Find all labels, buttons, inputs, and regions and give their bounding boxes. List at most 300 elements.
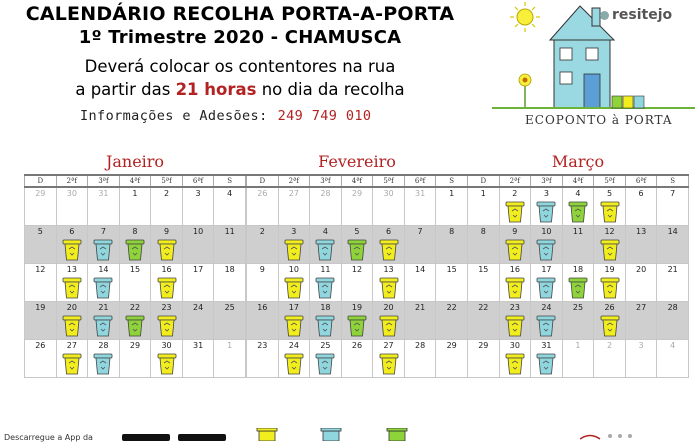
day-number: 29 bbox=[129, 341, 141, 350]
sun-icon bbox=[510, 2, 540, 32]
weekday-header: 5ªf bbox=[373, 175, 405, 187]
notice-highlight: 21 horas bbox=[175, 80, 257, 99]
day-number: 29 bbox=[351, 189, 363, 198]
week-row bbox=[247, 187, 468, 226]
notice-line-2 bbox=[0, 80, 480, 99]
weekday-header: 5ªf bbox=[151, 175, 183, 187]
week-row bbox=[25, 302, 246, 340]
day-cell bbox=[182, 340, 214, 378]
weekday-header: 4ªf bbox=[341, 175, 373, 187]
weekday-header: 6ªf bbox=[404, 175, 436, 187]
day-cell bbox=[56, 226, 88, 264]
day-cell bbox=[25, 264, 57, 302]
day-cell bbox=[310, 187, 342, 226]
day-cell bbox=[214, 340, 246, 378]
day-number: 18 bbox=[572, 265, 584, 274]
day-number: 28 bbox=[667, 303, 678, 312]
day-number: 15 bbox=[446, 265, 457, 274]
blue-bin-icon bbox=[93, 276, 113, 299]
yellow-bin-icon bbox=[62, 276, 82, 299]
yellow-bin-icon bbox=[600, 276, 620, 299]
day-number: 28 bbox=[98, 341, 109, 350]
legend-blue-bin-icon bbox=[320, 428, 342, 441]
weekday-header: 2ªf bbox=[499, 175, 531, 187]
day-number: 8 bbox=[449, 227, 455, 236]
day-number: 2 bbox=[512, 189, 518, 198]
day-cell bbox=[657, 226, 689, 264]
day-number: 2 bbox=[259, 227, 265, 236]
day-cell bbox=[562, 302, 594, 340]
day-number: 31 bbox=[541, 341, 552, 350]
day-cell bbox=[88, 302, 120, 340]
day-number: 19 bbox=[35, 303, 46, 312]
blue-bin-icon bbox=[536, 314, 556, 337]
day-number: 11 bbox=[224, 227, 235, 236]
day-number: 3 bbox=[638, 341, 644, 350]
day-number: 27 bbox=[383, 341, 394, 350]
day-cell bbox=[310, 302, 342, 340]
day-cell bbox=[373, 340, 405, 378]
calendar-title: CALENDÁRIO RECOLHA PORTA-A-PORTA bbox=[25, 3, 455, 25]
day-cell bbox=[247, 302, 279, 340]
month-title: Fevereiro bbox=[318, 152, 396, 171]
blue-bin-icon bbox=[536, 238, 556, 261]
day-number: 21 bbox=[415, 303, 426, 312]
footer-download-text: Descarregue a App da bbox=[4, 433, 93, 442]
day-cell bbox=[436, 302, 468, 340]
day-number: 6 bbox=[385, 227, 392, 236]
day-cell bbox=[182, 226, 214, 264]
day-cell bbox=[182, 187, 214, 226]
day-cell bbox=[119, 187, 151, 226]
day-number: 24 bbox=[193, 303, 204, 312]
yellow-bin-icon bbox=[600, 200, 620, 223]
yellow-bin-icon bbox=[379, 276, 399, 299]
day-number: 17 bbox=[288, 303, 299, 312]
day-number: 3 bbox=[195, 189, 201, 198]
week-row bbox=[247, 226, 468, 264]
day-number: 23 bbox=[509, 303, 520, 312]
day-number: 31 bbox=[193, 341, 204, 350]
day-cell bbox=[625, 340, 657, 378]
app-store-badge[interactable] bbox=[122, 434, 170, 441]
week-row bbox=[247, 340, 468, 378]
green-bin-icon bbox=[125, 238, 145, 261]
day-cell bbox=[625, 264, 657, 302]
day-number: 8 bbox=[132, 227, 138, 236]
day-cell bbox=[404, 187, 436, 226]
day-cell bbox=[562, 340, 594, 378]
yellow-bin-icon bbox=[157, 352, 177, 375]
day-number: 14 bbox=[667, 227, 678, 236]
green-bin-icon bbox=[347, 238, 367, 261]
day-number: 25 bbox=[320, 341, 331, 350]
day-cell bbox=[119, 302, 151, 340]
day-cell bbox=[436, 187, 468, 226]
day-number: 23 bbox=[161, 303, 172, 312]
day-cell bbox=[278, 187, 310, 226]
yellow-bin-icon bbox=[600, 238, 620, 261]
day-number: 26 bbox=[604, 303, 615, 312]
day-cell bbox=[88, 226, 120, 264]
week-row bbox=[468, 302, 689, 340]
day-number: 6 bbox=[69, 227, 75, 236]
day-cell bbox=[25, 340, 57, 378]
yellow-bin-icon bbox=[505, 200, 525, 223]
yellow-bin-icon bbox=[379, 314, 399, 337]
day-number: 21 bbox=[667, 265, 678, 274]
day-number: 1 bbox=[132, 189, 138, 198]
yellow-bin-icon bbox=[505, 314, 525, 337]
day-number: 2 bbox=[163, 189, 170, 198]
day-cell bbox=[468, 264, 500, 302]
day-cell bbox=[531, 264, 563, 302]
week-row bbox=[468, 187, 689, 226]
blue-bin-icon bbox=[536, 200, 556, 223]
day-cell bbox=[214, 226, 246, 264]
day-number: 4 bbox=[575, 189, 581, 198]
day-cell bbox=[531, 340, 563, 378]
day-cell bbox=[404, 264, 436, 302]
day-number: 22 bbox=[446, 303, 457, 312]
month-janeiro bbox=[24, 150, 246, 378]
day-cell bbox=[278, 340, 310, 378]
day-cell bbox=[373, 264, 405, 302]
flower-icon bbox=[519, 74, 531, 108]
day-number: 16 bbox=[161, 265, 172, 274]
day-number: 29 bbox=[478, 341, 489, 350]
day-number: 10 bbox=[288, 265, 299, 274]
day-number: 23 bbox=[257, 341, 268, 350]
google-play-badge[interactable] bbox=[178, 434, 226, 441]
calendar-grid bbox=[24, 174, 246, 378]
day-number: 27 bbox=[636, 303, 647, 312]
day-number: 28 bbox=[320, 189, 331, 198]
day-number: 2 bbox=[606, 341, 613, 350]
day-number: 27 bbox=[66, 341, 77, 350]
day-number: 18 bbox=[224, 265, 235, 274]
calendar-grid bbox=[246, 174, 468, 378]
day-cell bbox=[119, 264, 151, 302]
info-label: Informações e Adesões: bbox=[80, 108, 268, 124]
day-cell bbox=[119, 226, 151, 264]
day-number: 10 bbox=[193, 227, 204, 236]
day-cell bbox=[247, 187, 279, 226]
day-number: 6 bbox=[638, 189, 644, 198]
legend-yellow-bin-icon bbox=[256, 428, 278, 441]
day-cell bbox=[594, 340, 626, 378]
day-cell bbox=[468, 226, 500, 264]
day-number: 17 bbox=[541, 265, 552, 274]
ecoponto-tagline: ECOPONTO à PORTA bbox=[525, 113, 673, 127]
green-bin-icon bbox=[568, 276, 588, 299]
mini-bins-icon bbox=[612, 96, 644, 108]
day-cell bbox=[341, 226, 373, 264]
day-number: 15 bbox=[478, 265, 489, 274]
day-cell bbox=[278, 302, 310, 340]
green-bin-icon bbox=[347, 314, 367, 337]
brand-name: resitejo bbox=[612, 7, 673, 23]
day-cell bbox=[56, 264, 88, 302]
day-cell bbox=[88, 264, 120, 302]
day-number: 13 bbox=[66, 265, 77, 274]
day-number: 30 bbox=[383, 189, 394, 198]
weekday-header: 2ªf bbox=[278, 175, 310, 187]
day-cell bbox=[657, 264, 689, 302]
day-number: 3 bbox=[291, 227, 297, 236]
legend-green-bin-icon bbox=[386, 428, 408, 441]
day-number: 26 bbox=[35, 341, 46, 350]
blue-bin-icon bbox=[315, 238, 335, 261]
week-row bbox=[468, 226, 689, 264]
brand-logo bbox=[600, 7, 672, 23]
day-number: 14 bbox=[98, 265, 109, 274]
day-number: 13 bbox=[383, 265, 394, 274]
weekday-header: S bbox=[657, 175, 689, 187]
calendar-subtitle: 1º Trimestre 2020 - CHAMUSCA bbox=[78, 27, 402, 48]
day-cell bbox=[657, 340, 689, 378]
blue-bin-icon bbox=[93, 238, 113, 261]
day-cell bbox=[278, 226, 310, 264]
day-cell bbox=[214, 302, 246, 340]
day-number: 30 bbox=[161, 341, 172, 350]
day-cell bbox=[56, 340, 88, 378]
blue-bin-icon bbox=[93, 352, 113, 375]
day-cell bbox=[56, 187, 88, 226]
day-number: 25 bbox=[224, 303, 235, 312]
day-number: 19 bbox=[604, 265, 615, 274]
yellow-bin-icon bbox=[379, 352, 399, 375]
day-number: 8 bbox=[480, 227, 486, 236]
day-cell bbox=[25, 302, 57, 340]
yellow-bin-icon bbox=[62, 238, 82, 261]
day-number: 4 bbox=[227, 189, 233, 198]
day-cell bbox=[182, 264, 214, 302]
day-cell bbox=[341, 302, 373, 340]
day-number: 31 bbox=[98, 189, 109, 198]
day-cell bbox=[499, 226, 531, 264]
day-number: 14 bbox=[415, 265, 426, 274]
day-cell bbox=[278, 264, 310, 302]
day-number: 15 bbox=[129, 265, 141, 274]
day-number: 24 bbox=[288, 341, 299, 350]
blue-bin-icon bbox=[93, 314, 113, 337]
day-number: 12 bbox=[351, 265, 363, 274]
day-number: 29 bbox=[35, 189, 46, 198]
yellow-bin-icon bbox=[284, 238, 304, 261]
day-cell bbox=[562, 226, 594, 264]
footer-brand-logo bbox=[580, 430, 690, 441]
day-cell bbox=[436, 340, 468, 378]
yellow-bin-icon bbox=[379, 238, 399, 261]
day-cell bbox=[499, 340, 531, 378]
day-number: 11 bbox=[320, 265, 331, 274]
week-row bbox=[468, 264, 689, 302]
day-number: 31 bbox=[415, 189, 426, 198]
day-cell bbox=[404, 340, 436, 378]
week-row bbox=[247, 302, 468, 340]
day-cell bbox=[247, 264, 279, 302]
day-cell bbox=[404, 226, 436, 264]
day-number: 24 bbox=[541, 303, 552, 312]
day-cell bbox=[373, 302, 405, 340]
day-number: 22 bbox=[129, 303, 141, 312]
green-bin-icon bbox=[125, 314, 145, 337]
weekday-header: D bbox=[468, 175, 500, 187]
day-number: 9 bbox=[163, 227, 170, 236]
yellow-bin-icon bbox=[157, 276, 177, 299]
day-number: 1 bbox=[575, 341, 581, 350]
day-number: 3 bbox=[543, 189, 549, 198]
day-number: 1 bbox=[480, 189, 486, 198]
yellow-bin-icon bbox=[505, 352, 525, 375]
day-cell bbox=[310, 340, 342, 378]
week-row bbox=[468, 340, 689, 378]
blue-bin-icon bbox=[315, 352, 335, 375]
blue-bin-icon bbox=[536, 352, 556, 375]
blue-bin-icon bbox=[536, 276, 556, 299]
blue-bin-icon bbox=[315, 314, 335, 337]
day-cell bbox=[214, 264, 246, 302]
green-bin-icon bbox=[568, 200, 588, 223]
weekday-header: 4ªf bbox=[562, 175, 594, 187]
day-cell bbox=[373, 226, 405, 264]
week-row bbox=[25, 340, 246, 378]
yellow-bin-icon bbox=[284, 314, 304, 337]
day-cell bbox=[594, 226, 626, 264]
day-number: 5 bbox=[354, 227, 360, 236]
month-title: Janeiro bbox=[105, 152, 165, 171]
day-cell bbox=[594, 302, 626, 340]
day-number: 12 bbox=[35, 265, 46, 274]
yellow-bin-icon bbox=[505, 276, 525, 299]
info-phone: 249 749 010 bbox=[277, 108, 372, 124]
day-cell bbox=[182, 302, 214, 340]
day-number: 9 bbox=[259, 265, 265, 274]
day-cell bbox=[562, 264, 594, 302]
day-cell bbox=[625, 226, 657, 264]
day-cell bbox=[151, 340, 183, 378]
calendar-grid bbox=[467, 174, 689, 378]
week-row bbox=[25, 187, 246, 226]
yellow-bin-icon bbox=[157, 238, 177, 261]
day-cell bbox=[531, 187, 563, 226]
day-cell bbox=[247, 226, 279, 264]
day-number: 5 bbox=[606, 189, 613, 198]
info-line bbox=[80, 108, 371, 124]
day-cell bbox=[468, 187, 500, 226]
day-number: 20 bbox=[636, 265, 647, 274]
day-cell bbox=[119, 340, 151, 378]
day-cell bbox=[341, 340, 373, 378]
day-number: 7 bbox=[670, 189, 676, 198]
day-cell bbox=[562, 187, 594, 226]
weekday-header: 2ªf bbox=[56, 175, 88, 187]
blue-bin-icon bbox=[315, 276, 335, 299]
day-cell bbox=[468, 340, 500, 378]
yellow-bin-icon bbox=[157, 314, 177, 337]
day-cell bbox=[88, 187, 120, 226]
day-cell bbox=[25, 187, 57, 226]
weekday-header: 4ªf bbox=[119, 175, 151, 187]
weekday-header: 3ªf bbox=[310, 175, 342, 187]
day-cell bbox=[151, 264, 183, 302]
day-cell bbox=[625, 187, 657, 226]
day-cell bbox=[151, 187, 183, 226]
day-number: 28 bbox=[415, 341, 426, 350]
notice-line-1: Deverá colocar os contentores na rua bbox=[84, 57, 396, 76]
day-number: 29 bbox=[446, 341, 457, 350]
day-cell bbox=[404, 302, 436, 340]
day-number: 21 bbox=[98, 303, 109, 312]
day-cell bbox=[436, 264, 468, 302]
day-cell bbox=[88, 340, 120, 378]
day-cell bbox=[499, 187, 531, 226]
day-cell bbox=[436, 226, 468, 264]
day-cell bbox=[373, 187, 405, 226]
day-number: 17 bbox=[193, 265, 204, 274]
day-cell bbox=[341, 187, 373, 226]
weekday-header: 3ªf bbox=[531, 175, 563, 187]
day-cell bbox=[151, 302, 183, 340]
day-cell bbox=[214, 187, 246, 226]
day-cell bbox=[625, 302, 657, 340]
weekday-header: 6ªf bbox=[625, 175, 657, 187]
weekday-header: S bbox=[436, 175, 468, 187]
day-number: 30 bbox=[66, 189, 77, 198]
day-number: 16 bbox=[257, 303, 268, 312]
day-cell bbox=[499, 302, 531, 340]
day-number: 11 bbox=[572, 227, 584, 236]
day-cell bbox=[151, 226, 183, 264]
day-cell bbox=[25, 226, 57, 264]
yellow-bin-icon bbox=[62, 314, 82, 337]
day-number: 19 bbox=[351, 303, 363, 312]
day-number: 4 bbox=[322, 227, 328, 236]
day-cell bbox=[247, 340, 279, 378]
day-cell bbox=[531, 226, 563, 264]
weekday-header: D bbox=[25, 175, 57, 187]
week-row bbox=[247, 264, 468, 302]
day-number: 30 bbox=[509, 341, 520, 350]
day-number: 12 bbox=[604, 227, 615, 236]
day-number: 26 bbox=[257, 189, 268, 198]
day-cell bbox=[56, 302, 88, 340]
notice-pre: a partir das bbox=[75, 80, 176, 99]
day-number: 20 bbox=[383, 303, 394, 312]
day-number: 1 bbox=[449, 189, 455, 198]
month-marco bbox=[467, 150, 689, 378]
day-number: 26 bbox=[351, 341, 363, 350]
week-row bbox=[25, 226, 246, 264]
day-cell bbox=[341, 264, 373, 302]
day-number: 1 bbox=[227, 341, 233, 350]
day-number: 27 bbox=[288, 189, 299, 198]
yellow-bin-icon bbox=[284, 352, 304, 375]
yellow-bin-icon bbox=[284, 276, 304, 299]
day-cell bbox=[531, 302, 563, 340]
day-cell bbox=[594, 187, 626, 226]
weekday-header: 6ªf bbox=[182, 175, 214, 187]
day-cell bbox=[594, 264, 626, 302]
day-number: 18 bbox=[320, 303, 331, 312]
day-number: 9 bbox=[512, 227, 518, 236]
day-cell bbox=[310, 264, 342, 302]
day-cell bbox=[499, 264, 531, 302]
day-number: 4 bbox=[670, 341, 676, 350]
day-cell bbox=[657, 187, 689, 226]
yellow-bin-icon bbox=[600, 314, 620, 337]
